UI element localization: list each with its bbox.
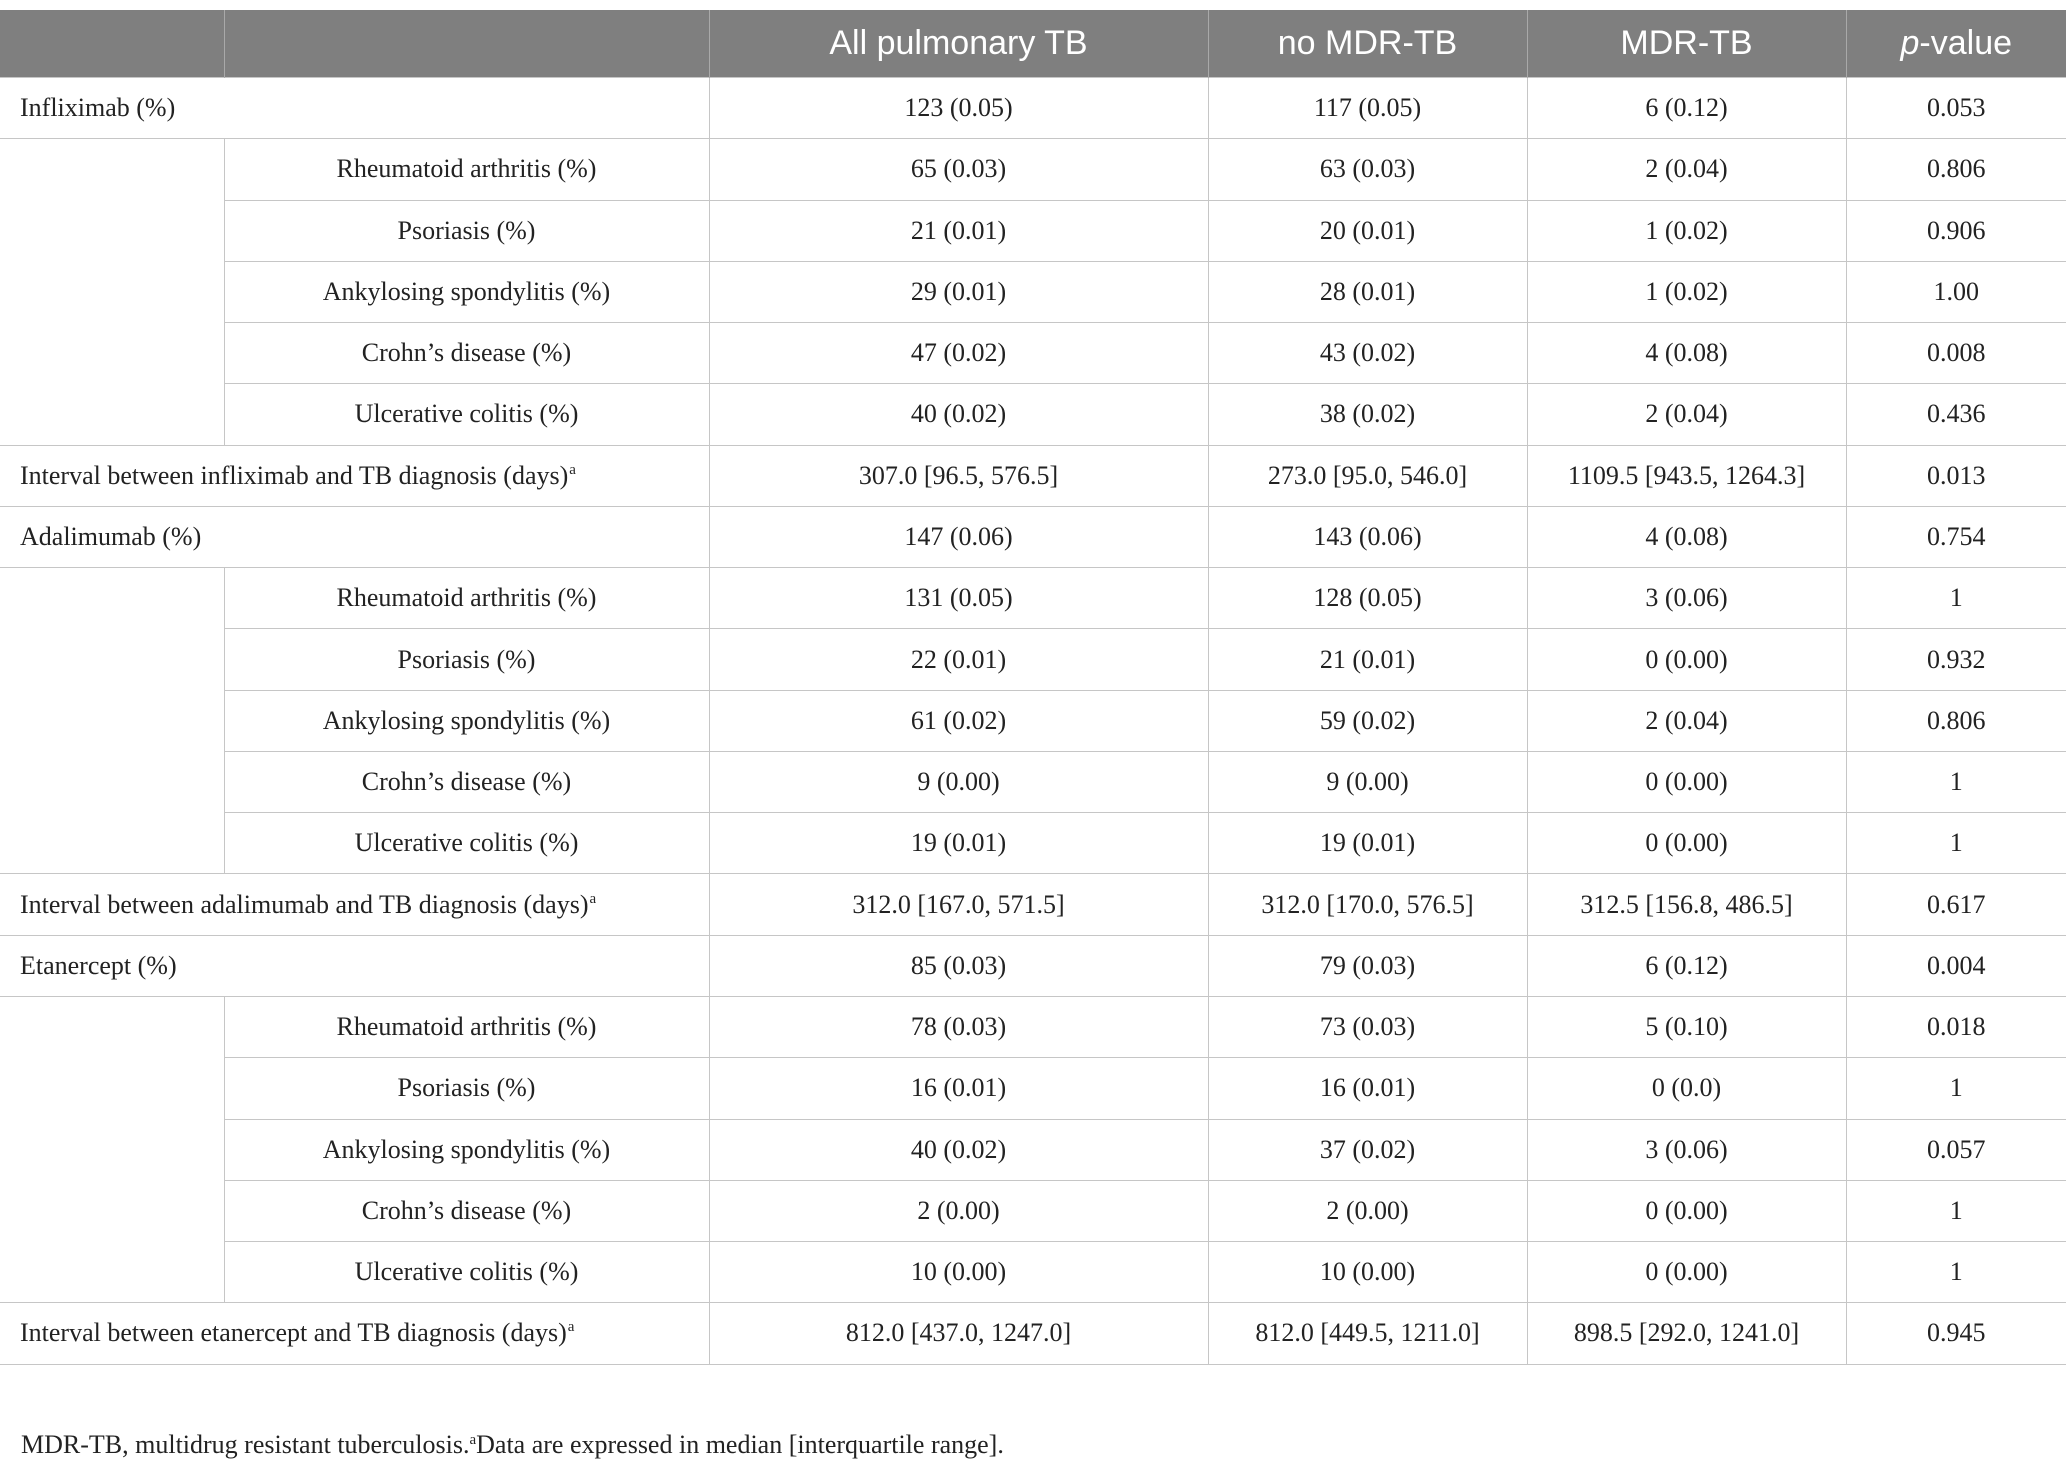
value-all-pulmonary-tb: 40 (0.02) bbox=[709, 1119, 1208, 1180]
indication-row bbox=[0, 751, 2066, 812]
indication-label: Ulcerative colitis (%) bbox=[224, 813, 709, 874]
value-no-mdr-tb: 43 (0.02) bbox=[1208, 323, 1527, 384]
value-no-mdr-tb: 63 (0.03) bbox=[1208, 139, 1527, 200]
drug-row bbox=[0, 78, 2066, 139]
value-p: 0.018 bbox=[1846, 996, 2066, 1057]
value-no-mdr-tb: 128 (0.05) bbox=[1208, 568, 1527, 629]
indication-label: Rheumatoid arthritis (%) bbox=[224, 568, 709, 629]
value-no-mdr-tb: 2 (0.00) bbox=[1208, 1180, 1527, 1241]
value-mdr-tb: 0 (0.00) bbox=[1527, 751, 1846, 812]
value-all-pulmonary-tb: 22 (0.01) bbox=[709, 629, 1208, 690]
indication-row bbox=[0, 1119, 2066, 1180]
header-row bbox=[0, 10, 2066, 78]
value-mdr-tb: 3 (0.06) bbox=[1527, 568, 1846, 629]
indication-row bbox=[0, 813, 2066, 874]
indication-label: Psoriasis (%) bbox=[224, 629, 709, 690]
footnote-marker: a bbox=[567, 1319, 575, 1336]
value-all-pulmonary-tb: 131 (0.05) bbox=[709, 568, 1208, 629]
value-no-mdr-tb: 20 (0.01) bbox=[1208, 200, 1527, 261]
value-all-pulmonary-tb: 9 (0.00) bbox=[709, 751, 1208, 812]
interval-row bbox=[0, 1303, 2066, 1364]
indication-row bbox=[0, 323, 2066, 384]
p-italic: p bbox=[1900, 24, 1920, 62]
indication-label: Ankylosing spondylitis (%) bbox=[224, 690, 709, 751]
header-blank-cell bbox=[0, 10, 224, 78]
value-all-pulmonary-tb: 123 (0.05) bbox=[709, 78, 1208, 139]
value-p: 1.00 bbox=[1846, 261, 2066, 322]
drug-label: Infliximab (%) bbox=[0, 78, 709, 139]
indication-label: Rheumatoid arthritis (%) bbox=[224, 139, 709, 200]
indication-row bbox=[0, 261, 2066, 322]
value-p: 0.945 bbox=[1846, 1303, 2066, 1364]
value-mdr-tb: 3 (0.06) bbox=[1527, 1119, 1846, 1180]
indication-row bbox=[0, 629, 2066, 690]
drug-row bbox=[0, 506, 2066, 567]
interval-label-text: Interval between infliximab and TB diagnosis (days) bbox=[20, 460, 569, 490]
indication-label: Crohn’s disease (%) bbox=[224, 751, 709, 812]
value-all-pulmonary-tb: 812.0 [437.0, 1247.0] bbox=[709, 1303, 1208, 1364]
value-all-pulmonary-tb: 2 (0.00) bbox=[709, 1180, 1208, 1241]
interval-label bbox=[0, 1303, 709, 1364]
value-p: 0.013 bbox=[1846, 445, 2066, 506]
indication-row bbox=[0, 200, 2066, 261]
indication-row bbox=[0, 690, 2066, 751]
value-p: 0.617 bbox=[1846, 874, 2066, 935]
value-no-mdr-tb: 73 (0.03) bbox=[1208, 996, 1527, 1057]
indication-group-spacer bbox=[0, 139, 224, 445]
value-no-mdr-tb: 117 (0.05) bbox=[1208, 78, 1527, 139]
indication-label: Ulcerative colitis (%) bbox=[224, 384, 709, 445]
value-no-mdr-tb: 28 (0.01) bbox=[1208, 261, 1527, 322]
value-all-pulmonary-tb: 40 (0.02) bbox=[709, 384, 1208, 445]
value-all-pulmonary-tb: 78 (0.03) bbox=[709, 996, 1208, 1057]
value-mdr-tb: 0 (0.00) bbox=[1527, 1180, 1846, 1241]
value-p: 1 bbox=[1846, 1180, 2066, 1241]
value-p: 0.053 bbox=[1846, 78, 2066, 139]
indication-row bbox=[0, 139, 2066, 200]
value-all-pulmonary-tb: 307.0 [96.5, 576.5] bbox=[709, 445, 1208, 506]
value-mdr-tb: 2 (0.04) bbox=[1527, 690, 1846, 751]
value-mdr-tb: 4 (0.08) bbox=[1527, 506, 1846, 567]
header-all-pulmonary-tb: All pulmonary TB bbox=[709, 10, 1208, 78]
indication-group-spacer bbox=[0, 996, 224, 1302]
value-mdr-tb: 0 (0.00) bbox=[1527, 1242, 1846, 1303]
interval-label bbox=[0, 874, 709, 935]
indication-row bbox=[0, 1058, 2066, 1119]
value-p: 0.932 bbox=[1846, 629, 2066, 690]
interval-row bbox=[0, 874, 2066, 935]
value-all-pulmonary-tb: 21 (0.01) bbox=[709, 200, 1208, 261]
value-no-mdr-tb: 21 (0.01) bbox=[1208, 629, 1527, 690]
value-all-pulmonary-tb: 312.0 [167.0, 571.5] bbox=[709, 874, 1208, 935]
indication-row bbox=[0, 384, 2066, 445]
value-mdr-tb: 0 (0.00) bbox=[1527, 629, 1846, 690]
footnote-marker: a bbox=[589, 890, 597, 907]
header-label-cell bbox=[224, 10, 709, 78]
value-mdr-tb: 2 (0.04) bbox=[1527, 384, 1846, 445]
drug-label: Etanercept (%) bbox=[0, 935, 709, 996]
indication-row bbox=[0, 1242, 2066, 1303]
value-p: 1 bbox=[1846, 751, 2066, 812]
value-all-pulmonary-tb: 61 (0.02) bbox=[709, 690, 1208, 751]
header-p-value bbox=[1846, 10, 2066, 78]
value-mdr-tb: 0 (0.00) bbox=[1527, 813, 1846, 874]
value-all-pulmonary-tb: 16 (0.01) bbox=[709, 1058, 1208, 1119]
drug-label: Adalimumab (%) bbox=[0, 506, 709, 567]
p-value-suffix: -value bbox=[1919, 24, 2013, 62]
value-p: 0.057 bbox=[1846, 1119, 2066, 1180]
value-no-mdr-tb: 59 (0.02) bbox=[1208, 690, 1527, 751]
value-mdr-tb: 1 (0.02) bbox=[1527, 261, 1846, 322]
value-no-mdr-tb: 37 (0.02) bbox=[1208, 1119, 1527, 1180]
indication-label: Psoriasis (%) bbox=[224, 1058, 709, 1119]
indication-row bbox=[0, 1180, 2066, 1241]
value-mdr-tb: 2 (0.04) bbox=[1527, 139, 1846, 200]
value-no-mdr-tb: 9 (0.00) bbox=[1208, 751, 1527, 812]
value-no-mdr-tb: 79 (0.03) bbox=[1208, 935, 1527, 996]
value-all-pulmonary-tb: 19 (0.01) bbox=[709, 813, 1208, 874]
value-no-mdr-tb: 19 (0.01) bbox=[1208, 813, 1527, 874]
value-p: 0.906 bbox=[1846, 200, 2066, 261]
value-all-pulmonary-tb: 147 (0.06) bbox=[709, 506, 1208, 567]
interval-row bbox=[0, 445, 2066, 506]
indication-label: Ankylosing spondylitis (%) bbox=[224, 261, 709, 322]
value-p: 1 bbox=[1846, 1058, 2066, 1119]
value-p: 0.806 bbox=[1846, 139, 2066, 200]
value-no-mdr-tb: 38 (0.02) bbox=[1208, 384, 1527, 445]
value-no-mdr-tb: 312.0 [170.0, 576.5] bbox=[1208, 874, 1527, 935]
indication-row bbox=[0, 996, 2066, 1057]
value-mdr-tb: 6 (0.12) bbox=[1527, 78, 1846, 139]
value-no-mdr-tb: 812.0 [449.5, 1211.0] bbox=[1208, 1303, 1527, 1364]
indication-label: Rheumatoid arthritis (%) bbox=[224, 996, 709, 1057]
value-mdr-tb: 312.5 [156.8, 486.5] bbox=[1527, 874, 1846, 935]
indication-row bbox=[0, 568, 2066, 629]
indication-label: Psoriasis (%) bbox=[224, 200, 709, 261]
value-no-mdr-tb: 10 (0.00) bbox=[1208, 1242, 1527, 1303]
drug-row bbox=[0, 935, 2066, 996]
value-mdr-tb: 898.5 [292.0, 1241.0] bbox=[1527, 1303, 1846, 1364]
value-all-pulmonary-tb: 85 (0.03) bbox=[709, 935, 1208, 996]
value-all-pulmonary-tb: 65 (0.03) bbox=[709, 139, 1208, 200]
interval-label-text: Interval between adalimumab and TB diagnosis (days) bbox=[20, 889, 589, 919]
indication-label: Ulcerative colitis (%) bbox=[224, 1242, 709, 1303]
indication-label: Ankylosing spondylitis (%) bbox=[224, 1119, 709, 1180]
header-mdr-tb: MDR-TB bbox=[1527, 10, 1846, 78]
value-mdr-tb: 6 (0.12) bbox=[1527, 935, 1846, 996]
indication-label: Crohn’s disease (%) bbox=[224, 1180, 709, 1241]
table-footnote bbox=[21, 1430, 1004, 1460]
indication-label: Crohn’s disease (%) bbox=[224, 323, 709, 384]
interval-label-text: Interval between etanercept and TB diagnosis (days) bbox=[20, 1318, 567, 1348]
value-p: 0.754 bbox=[1846, 506, 2066, 567]
value-all-pulmonary-tb: 10 (0.00) bbox=[709, 1242, 1208, 1303]
value-p: 0.436 bbox=[1846, 384, 2066, 445]
value-p: 0.806 bbox=[1846, 690, 2066, 751]
value-mdr-tb: 1 (0.02) bbox=[1527, 200, 1846, 261]
footnote-marker: a bbox=[569, 461, 576, 478]
value-mdr-tb: 1109.5 [943.5, 1264.3] bbox=[1527, 445, 1846, 506]
results-table bbox=[0, 10, 2066, 1365]
footnote-note: Data are expressed in median [interquartile range]. bbox=[476, 1430, 1004, 1459]
value-no-mdr-tb: 143 (0.06) bbox=[1208, 506, 1527, 567]
value-all-pulmonary-tb: 29 (0.01) bbox=[709, 261, 1208, 322]
value-p: 0.008 bbox=[1846, 323, 2066, 384]
value-p: 1 bbox=[1846, 568, 2066, 629]
value-all-pulmonary-tb: 47 (0.02) bbox=[709, 323, 1208, 384]
footnote-marker: a bbox=[469, 1432, 477, 1448]
footnote-abbreviation: MDR-TB, multidrug resistant tuberculosis. bbox=[21, 1430, 470, 1459]
value-p: 0.004 bbox=[1846, 935, 2066, 996]
value-mdr-tb: 4 (0.08) bbox=[1527, 323, 1846, 384]
header-no-mdr-tb: no MDR-TB bbox=[1208, 10, 1527, 78]
value-p: 1 bbox=[1846, 1242, 2066, 1303]
value-no-mdr-tb: 16 (0.01) bbox=[1208, 1058, 1527, 1119]
value-no-mdr-tb: 273.0 [95.0, 546.0] bbox=[1208, 445, 1527, 506]
interval-label bbox=[0, 445, 709, 506]
indication-group-spacer bbox=[0, 568, 224, 874]
value-p: 1 bbox=[1846, 813, 2066, 874]
value-mdr-tb: 5 (0.10) bbox=[1527, 996, 1846, 1057]
value-mdr-tb: 0 (0.0) bbox=[1527, 1058, 1846, 1119]
